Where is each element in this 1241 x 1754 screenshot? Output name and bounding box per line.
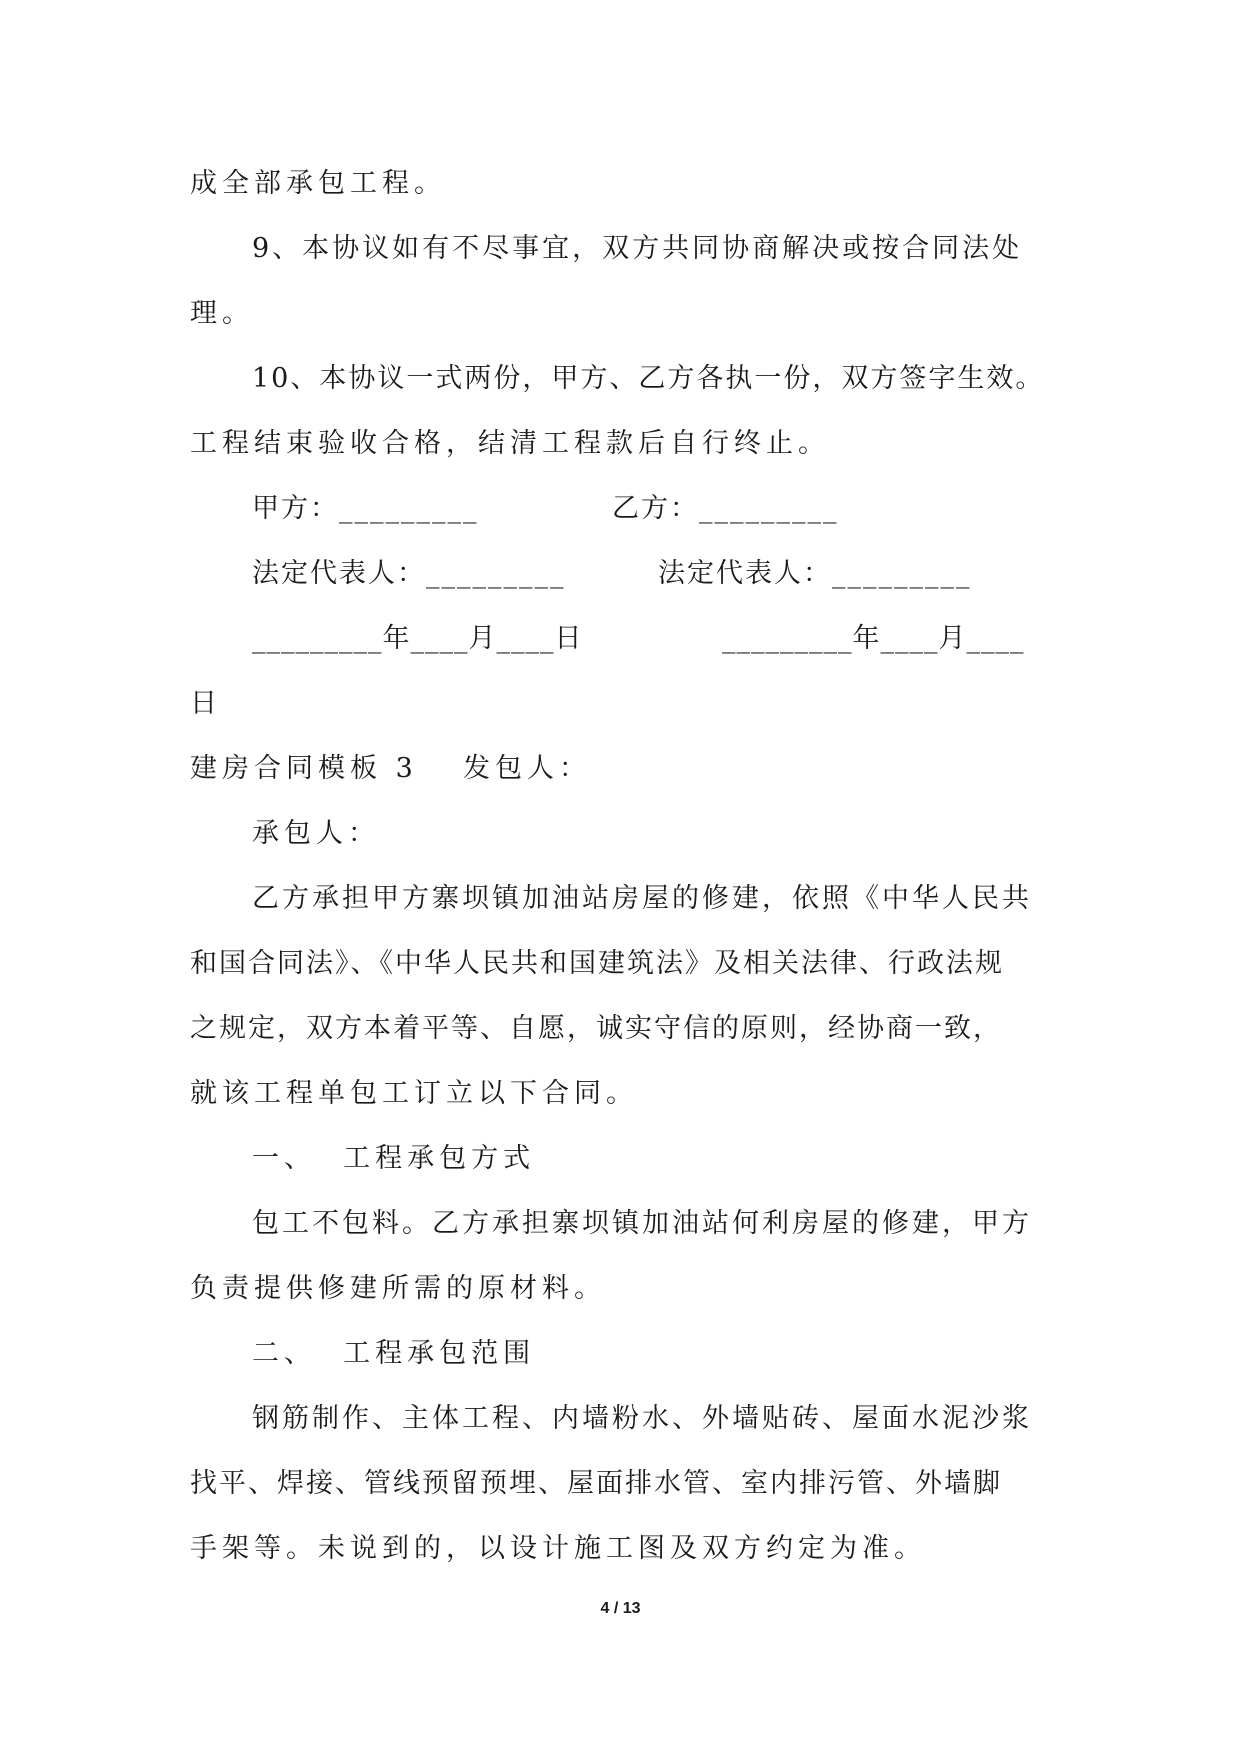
text-line: 成全部承包工程。 [190, 168, 446, 199]
text-line: 乙方承担甲方寨坝镇加油站房屋的修建，依照《中华人民共 [252, 883, 1032, 914]
text-line: 10、本协议一式两份，甲方、乙方各执一份，双方签字生效。 [252, 363, 1045, 394]
text-line: 钢筋制作、主体工程、内墙粉水、外墙贴砖、屋面水泥沙浆 [252, 1403, 1032, 1434]
text-line: 负责提供修建所需的原材料。 [190, 1273, 606, 1304]
text-line: 手架等。未说到的，以设计施工图及双方约定为准。 [190, 1533, 926, 1564]
text-line: 日 [190, 688, 222, 719]
text-line: 9、本协议如有不尽事宜，双方共同协商解决或按合同法处 [252, 233, 1023, 264]
clause-heading: 一、 工程承包方式 [252, 1143, 536, 1174]
text-line: 就该工程单包工订立以下合同。 [190, 1078, 638, 1109]
party-a-legal-rep: 法定代表人：_________ [252, 558, 566, 589]
text-line: 工程结束验收合格，结清工程款后自行终止。 [190, 428, 830, 459]
text-line: 理。 [190, 298, 254, 329]
party-a-signature: 甲方：_________ [252, 493, 479, 524]
party-a-date: _________年____月____日 [252, 623, 583, 654]
clause-heading: 二、 工程承包范围 [252, 1338, 536, 1369]
text-line: 找平、焊接、管线预留预埋、屋面排水管、室内排污管、外墙脚 [190, 1468, 1002, 1499]
text-line: 和国合同法》、《中华人民共和国建筑法》及相关法律、行政法规 [190, 948, 1004, 979]
party-b-signature: 乙方：_________ [612, 493, 839, 524]
party-b-date: _________年____月____ [722, 623, 1025, 654]
section-title: 建房合同模板 3 [190, 753, 418, 784]
employer-label: 发包人： [463, 753, 591, 784]
contractor-label: 承包人： [252, 818, 380, 849]
text-line: 之规定，双方本着平等、自愿，诚实守信的原则，经协商一致， [190, 1013, 1002, 1044]
text-line: 包工不包料。乙方承担寨坝镇加油站何利房屋的修建，甲方 [252, 1208, 1032, 1239]
page-number: 4 / 13 [600, 1600, 641, 1617]
party-b-legal-rep: 法定代表人：_________ [658, 558, 972, 589]
